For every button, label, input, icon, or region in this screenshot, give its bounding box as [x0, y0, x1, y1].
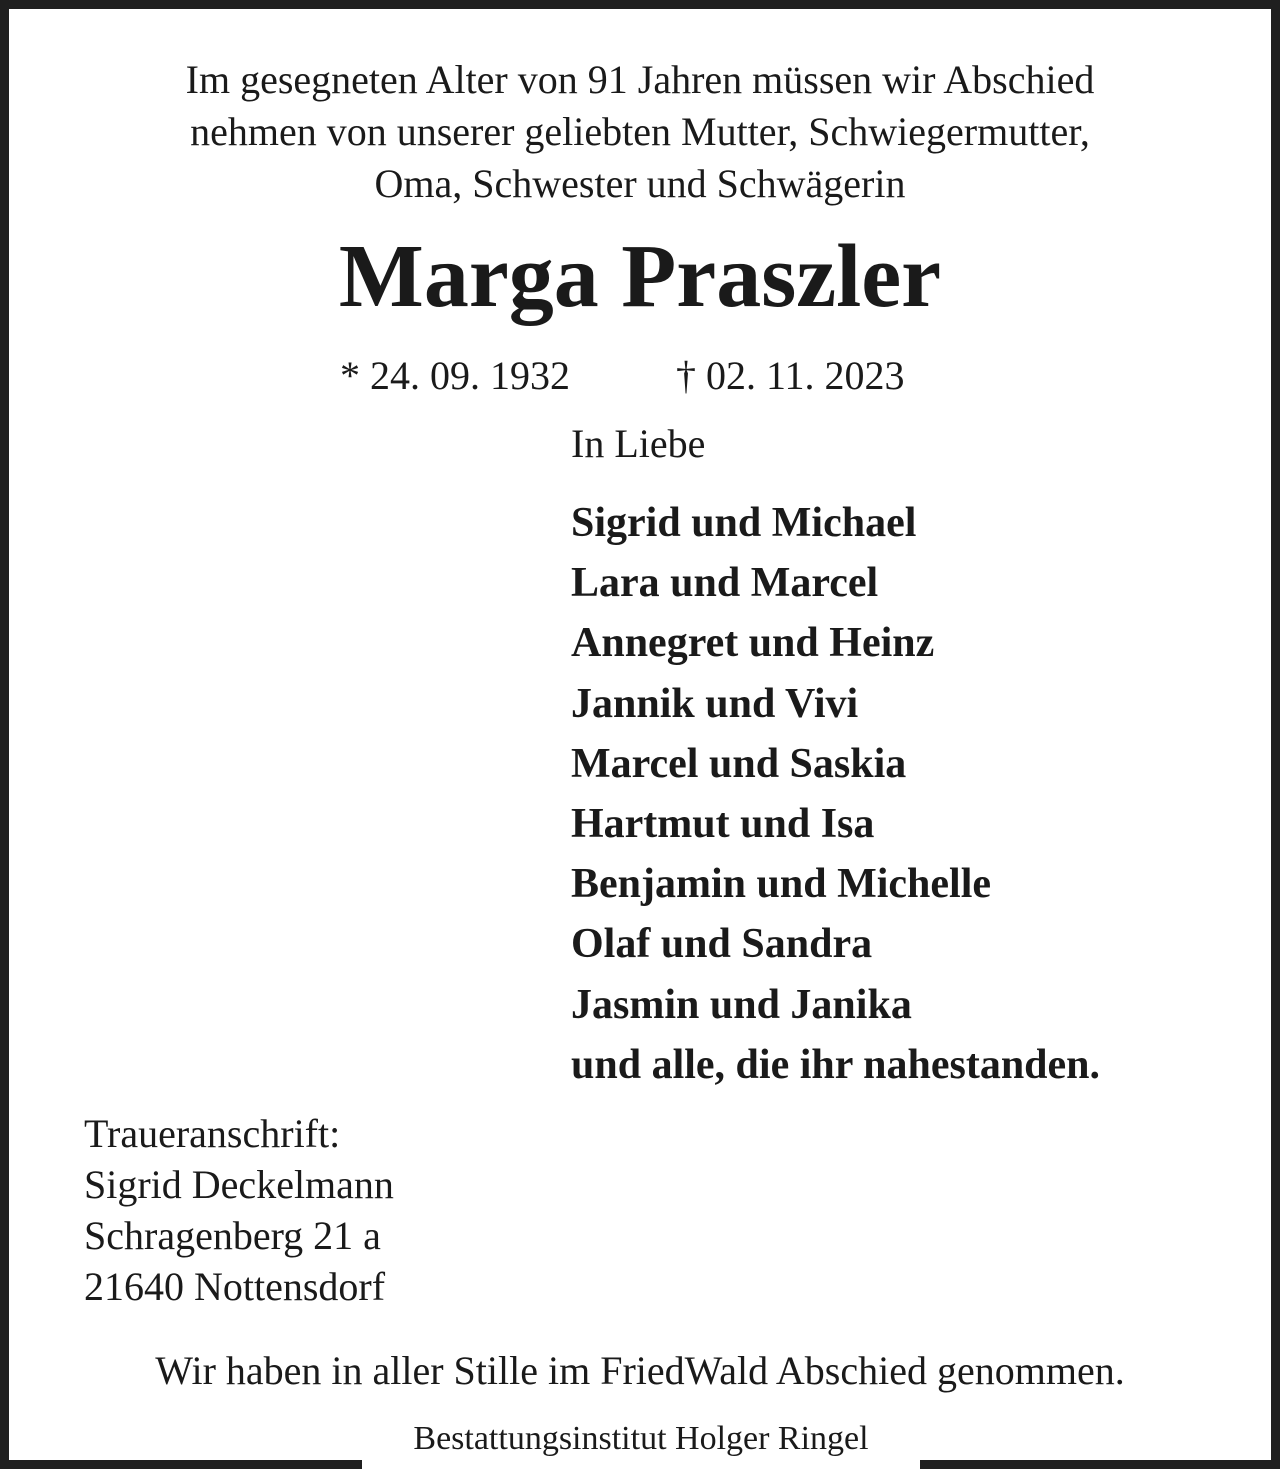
mourning-address: [84, 1108, 394, 1312]
birth-date: * 24. 09. 1932: [340, 353, 570, 398]
intro-line: Im gesegneten Alter von 91 Jahren müssen wir Abschied: [185, 57, 1095, 102]
intro-text: [0, 54, 1280, 210]
mourner-line: Jannik und Vivi: [571, 680, 859, 727]
address-city: 21640 Nottensdorf: [84, 1264, 386, 1309]
intro-line: Oma, Schwester und Schwägerin: [374, 161, 906, 206]
mourners-list: [571, 493, 1100, 1095]
mourner-line: Olaf und Sandra: [571, 921, 873, 968]
address-street: Schragenberg 21 a: [84, 1213, 381, 1258]
mourner-line: Hartmut und Isa: [571, 801, 875, 848]
closing-line: Wir haben in aller Stille im FriedWald Abschied genommen.: [155, 1348, 1125, 1393]
mourner-line: Marcel und Saskia: [571, 740, 907, 787]
funeral-home: Bestattungsinstitut Holger Ringel: [362, 1415, 920, 1469]
in-love-line: In Liebe: [571, 421, 706, 466]
address-name: Sigrid Deckelmann: [84, 1162, 394, 1207]
mourner-line: Lara und Marcel: [571, 560, 879, 607]
mourner-line: und alle, die ihr nahestanden.: [571, 1041, 1101, 1088]
intro-line: nehmen von unserer geliebten Mutter, Schwiegermutter,: [190, 109, 1090, 154]
deceased-name: Marga Praszler: [338, 227, 942, 326]
mourner-line: Sigrid und Michael: [571, 500, 917, 546]
mourner-line: Jasmin und Janika: [571, 981, 912, 1028]
address-label: Traueranschrift:: [84, 1111, 341, 1156]
mourner-line: Benjamin und Michelle: [571, 861, 992, 908]
mourner-line: Annegret und Heinz: [571, 620, 935, 667]
death-date: † 02. 11. 2023: [676, 353, 905, 398]
